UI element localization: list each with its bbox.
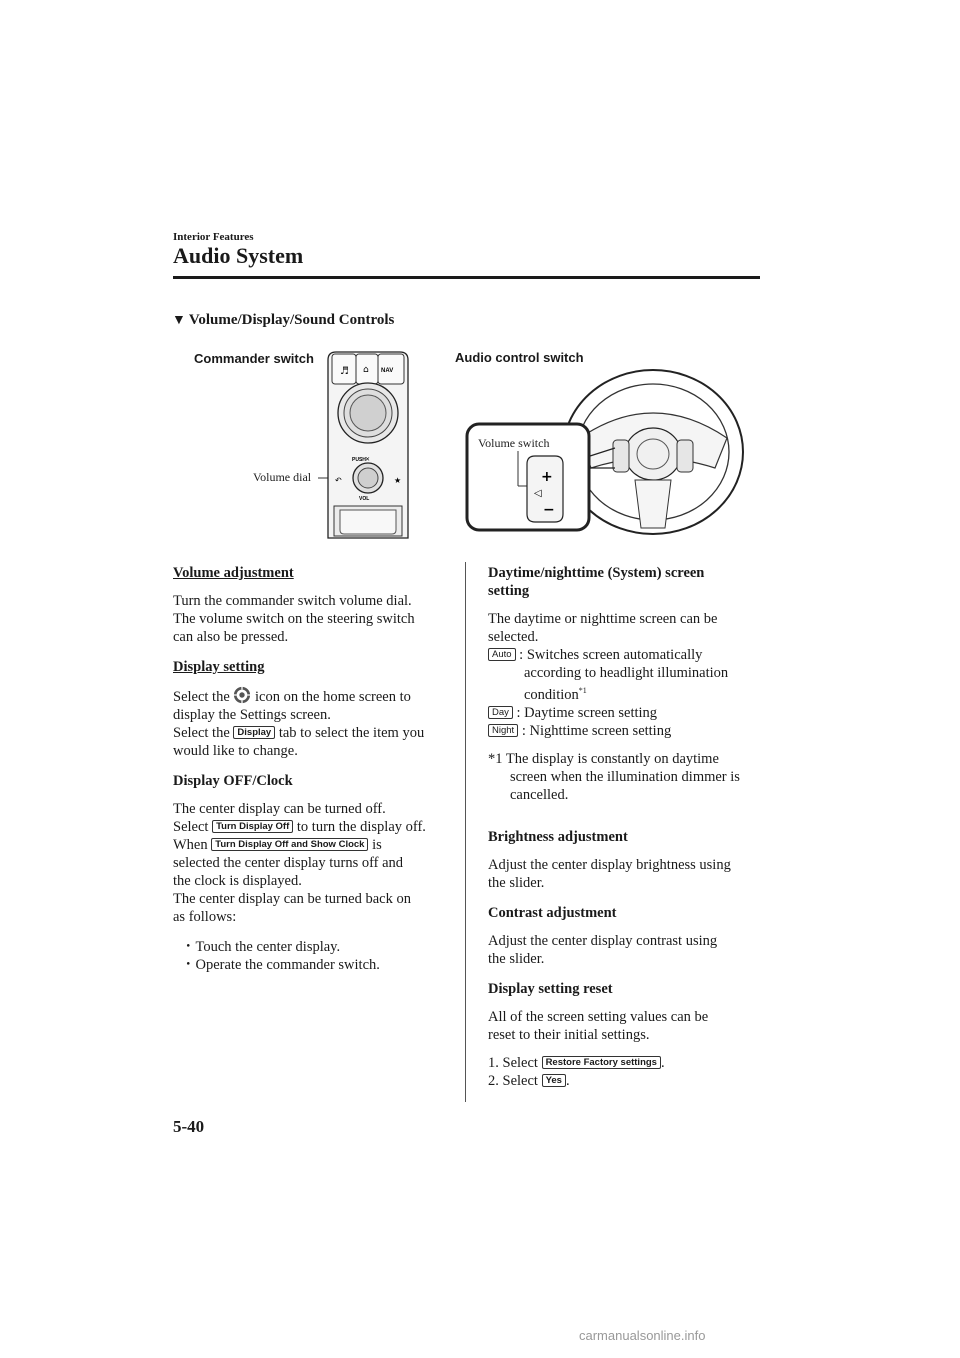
svg-text:✕: ✕ [365,456,371,463]
svg-text:−: − [543,502,555,518]
text-line: the slider. [488,950,545,967]
column-divider [465,562,466,1102]
text-line: selected the center display turns off and [173,855,404,871]
text-span: 2. Select [488,1072,538,1089]
svg-text:+: + [541,469,553,485]
text-line [173,724,453,742]
text-span: : Switches screen automatically [519,647,703,663]
text-line [173,818,453,836]
svg-text:⌂: ⌂ [363,365,369,375]
text-line: The daytime or nighttime screen can be [488,611,718,627]
daytime-nighttime-heading: Daytime/nighttime (System) screen [488,565,705,581]
auto-button[interactable]: Auto [488,648,516,661]
commander-switch-illustration [318,348,418,544]
text-line: Adjust the center display contrast using [488,932,718,949]
section-title: Interior Features [173,231,254,243]
text-line [488,682,768,704]
text-span: . [660,1054,665,1071]
brightness-heading: Brightness adjustment [488,828,628,845]
triangle-down-icon: ▼ [172,312,186,328]
commander-switch-label: Commander switch [194,351,314,366]
footnote-ref: *1 [578,686,587,695]
right-column [488,564,768,1090]
text-line: The center display can be turned off. [173,801,386,817]
text-span: Select the [173,725,230,741]
text-line [488,722,768,740]
text-span: Touch the center display. [195,939,341,955]
text-span: : Nighttime screen setting [521,722,672,739]
text-span: icon on the home screen to [255,689,411,705]
text-line: according to headlight illumination [524,665,729,681]
night-button[interactable]: Night [488,724,518,737]
text-line: can also be pressed. [173,629,289,645]
yes-button[interactable]: Yes [542,1074,566,1087]
text-line: Adjust the center display brightness using [488,856,731,873]
text-span: is [372,837,382,853]
audio-control-switch-label: Audio control switch [455,350,584,365]
volume-adjustment-heading: Volume adjustment [173,565,294,581]
text-line: display the Settings screen. [173,707,331,723]
text-span: 1. Select [488,1054,538,1071]
restore-factory-settings-button[interactable]: Restore Factory settings [542,1056,661,1069]
watermark: carmanualsonline.info [579,1328,706,1343]
text-line: as follows: [173,909,237,925]
page-number: 5-40 [173,1117,205,1136]
turn-display-off-button[interactable]: Turn Display Off [212,820,293,833]
text-span: Select the [173,689,230,705]
text-line: the clock is displayed. [173,873,302,889]
settings-gear-icon [233,686,251,704]
list-item: ・Touch the center display. [181,939,341,955]
text-line [173,836,453,854]
svg-text:◁: ◁ [534,488,542,499]
reset-heading: Display setting reset [488,980,613,997]
text-line [173,686,453,706]
topic-heading [172,312,394,329]
list-item: ・Operate the commander switch. [181,957,380,973]
turn-display-off-show-clock-button[interactable]: Turn Display Off and Show Clock [211,838,368,851]
text-span: . [565,1072,570,1089]
header-rule [173,276,760,279]
svg-text:★: ★ [394,476,402,485]
text-span: tab to select the item you [278,725,425,741]
volume-switch-label: Volume switch [478,436,550,450]
step-item [488,1072,768,1090]
text-line: The center display can be turned back on [173,891,411,907]
text-span: When [173,837,208,853]
text-span: to turn the display off. [296,819,426,835]
text-span: condition [524,686,579,703]
nav-label: NAV [381,368,394,374]
push-label: PUSH [352,457,366,463]
chapter-title: Audio System [173,243,304,268]
display-setting-heading: Display setting [173,659,265,675]
text-line [488,704,768,722]
text-line: would like to change. [173,743,298,759]
step-item [488,1054,768,1072]
display-tab-button[interactable]: Display [233,726,275,739]
text-line: reset to their initial settings. [488,1026,650,1043]
text-line: selected. [488,629,539,645]
vol-label: VOL [359,496,370,502]
text-line: the slider. [488,874,545,891]
display-off-clock-heading: Display OFF/Clock [173,773,293,789]
text-line: Turn the commander switch volume dial. [173,593,412,609]
contrast-heading: Contrast adjustment [488,904,617,921]
footnote: cancelled. [510,786,569,803]
footnote: screen when the illumination dimmer is [510,768,740,785]
volume-dial-label: Volume dial [253,470,312,484]
daytime-nighttime-heading-cont: setting [488,583,530,599]
text-line [488,646,768,664]
text-line: All of the screen setting values can be [488,1008,709,1025]
text-span: Operate the commander switch. [195,957,380,973]
day-button[interactable]: Day [488,706,513,719]
topic-heading-text: Volume/Display/Sound Controls [188,312,395,328]
left-column [173,564,453,974]
svg-text:♬: ♬ [340,366,349,377]
steering-wheel-illustration [465,368,765,538]
text-span: Select [173,819,209,835]
svg-text:↶: ↶ [335,476,342,485]
text-span: : Daytime screen setting [516,704,658,721]
footnote: *1 The display is constantly on daytime [488,750,719,767]
text-line: The volume switch on the steering switch [173,611,415,627]
